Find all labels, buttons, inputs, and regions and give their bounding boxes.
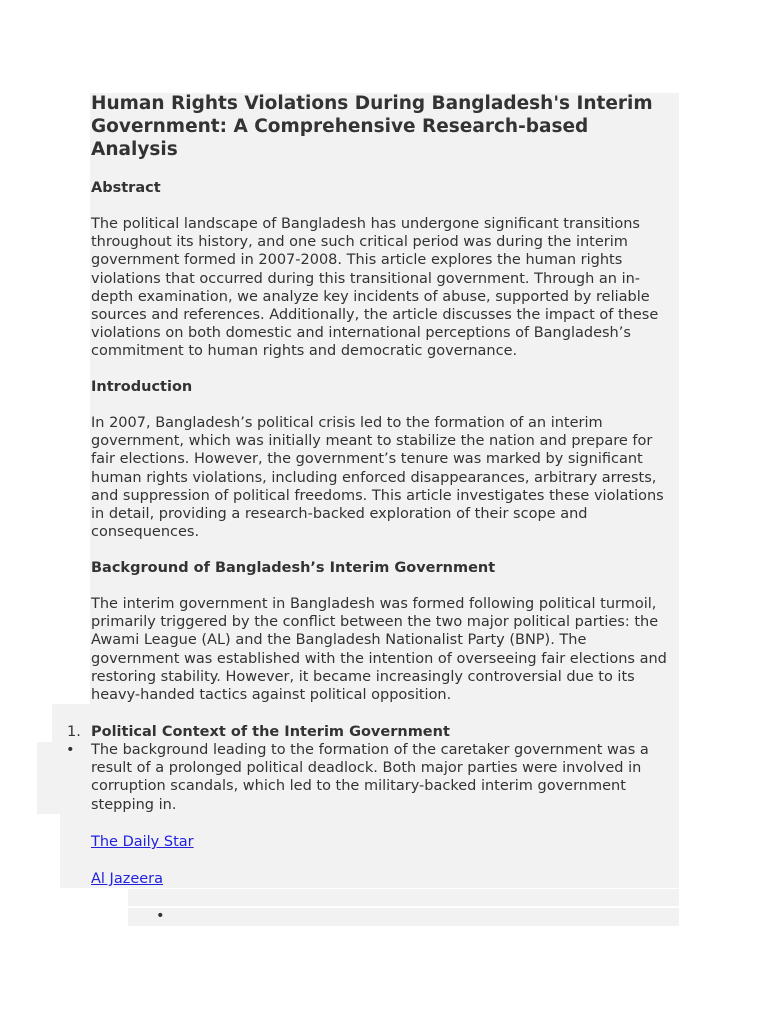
empty-bullet-marker: • xyxy=(156,908,165,924)
link-block-background-3 xyxy=(128,889,679,906)
background-heading: Background of Bangladesh’s Interim Government xyxy=(91,560,496,576)
empty-bullet-background xyxy=(128,908,679,926)
background-text: The interim government in Bangladesh was formed following political turmoil, primarily triggered by the conflict between the two major political parties: the Awami League (AL) and the Bangladesh Nationalist Party (BNP). The government was established with the intention of overseeing fair elections and restoring stability. However, it became increasingly controversial due to its heavy-handed tactics against political opposition. xyxy=(91,596,667,704)
link-al-jazeera[interactable]: Al Jazeera xyxy=(91,871,164,887)
list-number: 1. xyxy=(67,724,81,740)
link-block-background-1 xyxy=(60,814,679,832)
abstract-text: The political landscape of Bangladesh has undergone significant transitions throughout its history, and one such critical period was during the interim government formed in 2007-2008. This article explores the human rights violations that occurred during this transitional government. Through an in-depth examination, we analyze key incidents of abuse, supported by reliable sources and references. Additionally, the article discusses the impact of these violations on both domestic and international perceptions of Bangladesh’s commitment to human rights and democratic governance. xyxy=(91,216,659,360)
introduction-text: In 2007, Bangladesh’s political crisis led to the formation of an interim government, which was initially meant to stabilize the nation and prepare for fair elections. However, the government’s tenure was marked by significant human rights violations, including enforced disappearances, arbitrary arrests, and suppression of political freedoms. This article investigates these violations in detail, providing a research-backed exploration of their scope and consequences. xyxy=(91,415,664,541)
list-background xyxy=(52,704,679,723)
abstract-heading: Abstract xyxy=(91,180,161,196)
link-the-daily-star[interactable]: The Daily Star xyxy=(91,834,194,850)
list-item-heading: Political Context of the Interim Government xyxy=(91,724,450,740)
introduction-heading: Introduction xyxy=(91,379,193,395)
bullet-text: The background leading to the formation of the caretaker government was a result of a prolonged political deadlock. Both major parties were involved in corruption scandals, which led to the military-backed interim government stepping in. xyxy=(91,742,649,813)
bullet-marker: • xyxy=(66,742,75,758)
article-title: Human Rights Violations During Bangladesh's Interim Government: A Comprehensive Research-based Analysis xyxy=(91,93,653,160)
